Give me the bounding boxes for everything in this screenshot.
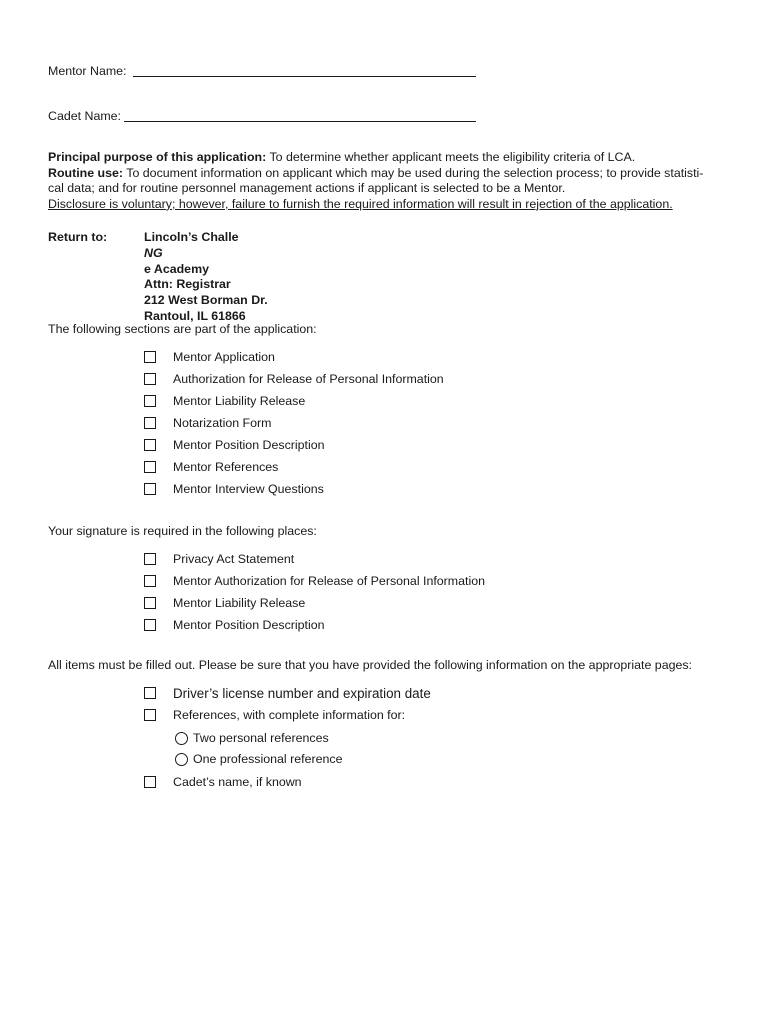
signature-label: Mentor Authorization for Release of Personal Information (173, 574, 485, 588)
section-item[interactable] (144, 481, 324, 497)
section-label: Mentor Interview Questions (173, 482, 324, 496)
principal-purpose-label: Principal purpose of this application: (48, 150, 267, 164)
cadet-name-label: Cadet Name: (48, 109, 122, 123)
routine-use-line (48, 166, 728, 182)
radio-button[interactable] (175, 732, 188, 745)
cadet-name-field[interactable] (124, 121, 476, 122)
signature-label: Privacy Act Statement (173, 552, 295, 566)
section-label: Mentor Position Description (173, 438, 325, 452)
items-intro: All items must be filled out. Please be sure that you have provided the following information on the appropriate pages: (48, 658, 693, 672)
required-item[interactable] (144, 707, 405, 723)
checkbox[interactable] (144, 417, 156, 429)
signature-item[interactable] (144, 595, 305, 611)
section-item[interactable] (144, 459, 278, 475)
checkbox[interactable] (144, 483, 156, 495)
required-item[interactable] (144, 685, 431, 701)
personal-references-label: Two personal references (193, 731, 329, 745)
checkbox[interactable] (144, 373, 156, 385)
reference-option[interactable] (175, 751, 342, 767)
academy-name-suffix: e Academy (144, 261, 209, 276)
city-line: Rantoul, IL 61866 (144, 308, 246, 323)
signature-label: Mentor Liability Release (173, 596, 306, 610)
attn-line: Attn: Registrar (144, 277, 231, 292)
section-label: Mentor References (173, 460, 279, 474)
section-label: Mentor Application (173, 350, 275, 364)
disclosure-notice: Disclosure is voluntary; however, failure to furnish the required information will result in rejection of the application. (48, 196, 673, 211)
references-label: References, with complete information for: (173, 708, 406, 722)
cadet-name-item-label: Cadet’s name, if known (173, 775, 302, 789)
street-line: 212 West Borman Dr. (144, 293, 268, 308)
signature-item[interactable] (144, 551, 294, 567)
routine-use-label: Routine use: (48, 165, 124, 180)
signature-item[interactable] (144, 617, 325, 633)
radio-button[interactable] (175, 753, 188, 766)
signature-intro: Your signature is required in the following places: (48, 524, 317, 538)
checkbox[interactable] (144, 351, 156, 363)
mentor-name-label: Mentor Name: (48, 64, 127, 78)
reference-option[interactable] (175, 730, 329, 746)
checkbox[interactable] (144, 395, 156, 407)
return-to-label: Return to: (48, 230, 108, 244)
section-label: Notarization Form (173, 416, 272, 430)
routine-use-text: To document information on applicant which may be used during the selection process; to provide statisti- (123, 165, 704, 180)
professional-reference-label: One professional reference (193, 752, 343, 766)
section-label: Mentor Liability Release (173, 394, 306, 408)
checkbox[interactable] (144, 776, 156, 788)
checkbox[interactable] (144, 461, 156, 473)
checkbox[interactable] (144, 619, 156, 631)
signature-item[interactable] (144, 573, 485, 589)
checkbox[interactable] (144, 687, 156, 699)
routine-use-text-continued: cal data; and for routine personnel management actions if applicant is selected to be a Mentor. (48, 181, 566, 196)
academy-name-prefix: Lincoln’s Challe (144, 230, 239, 244)
checkbox[interactable] (144, 597, 156, 609)
return-address (144, 230, 268, 325)
section-item[interactable] (144, 415, 271, 431)
academy-name-italic: NG (144, 245, 163, 260)
principal-purpose-line (48, 150, 728, 166)
section-item[interactable] (144, 437, 325, 453)
privacy-statement (48, 150, 728, 212)
required-item[interactable] (144, 774, 302, 790)
checkbox[interactable] (144, 709, 156, 721)
checkbox[interactable] (144, 575, 156, 587)
sections-intro: The following sections are part of the application: (48, 322, 317, 336)
checkbox[interactable] (144, 553, 156, 565)
section-item[interactable] (144, 371, 444, 387)
mentor-name-field[interactable] (133, 76, 476, 77)
checkbox[interactable] (144, 439, 156, 451)
drivers-license-label: Driver’s license number and expiration date (173, 685, 431, 701)
section-label: Authorization for Release of Personal Information (173, 372, 444, 386)
section-item[interactable] (144, 349, 275, 365)
signature-label: Mentor Position Description (173, 618, 325, 632)
academy-name (144, 230, 268, 277)
section-item[interactable] (144, 393, 305, 409)
principal-purpose-text: To determine whether applicant meets the eligibility criteria of LCA. (266, 150, 636, 164)
